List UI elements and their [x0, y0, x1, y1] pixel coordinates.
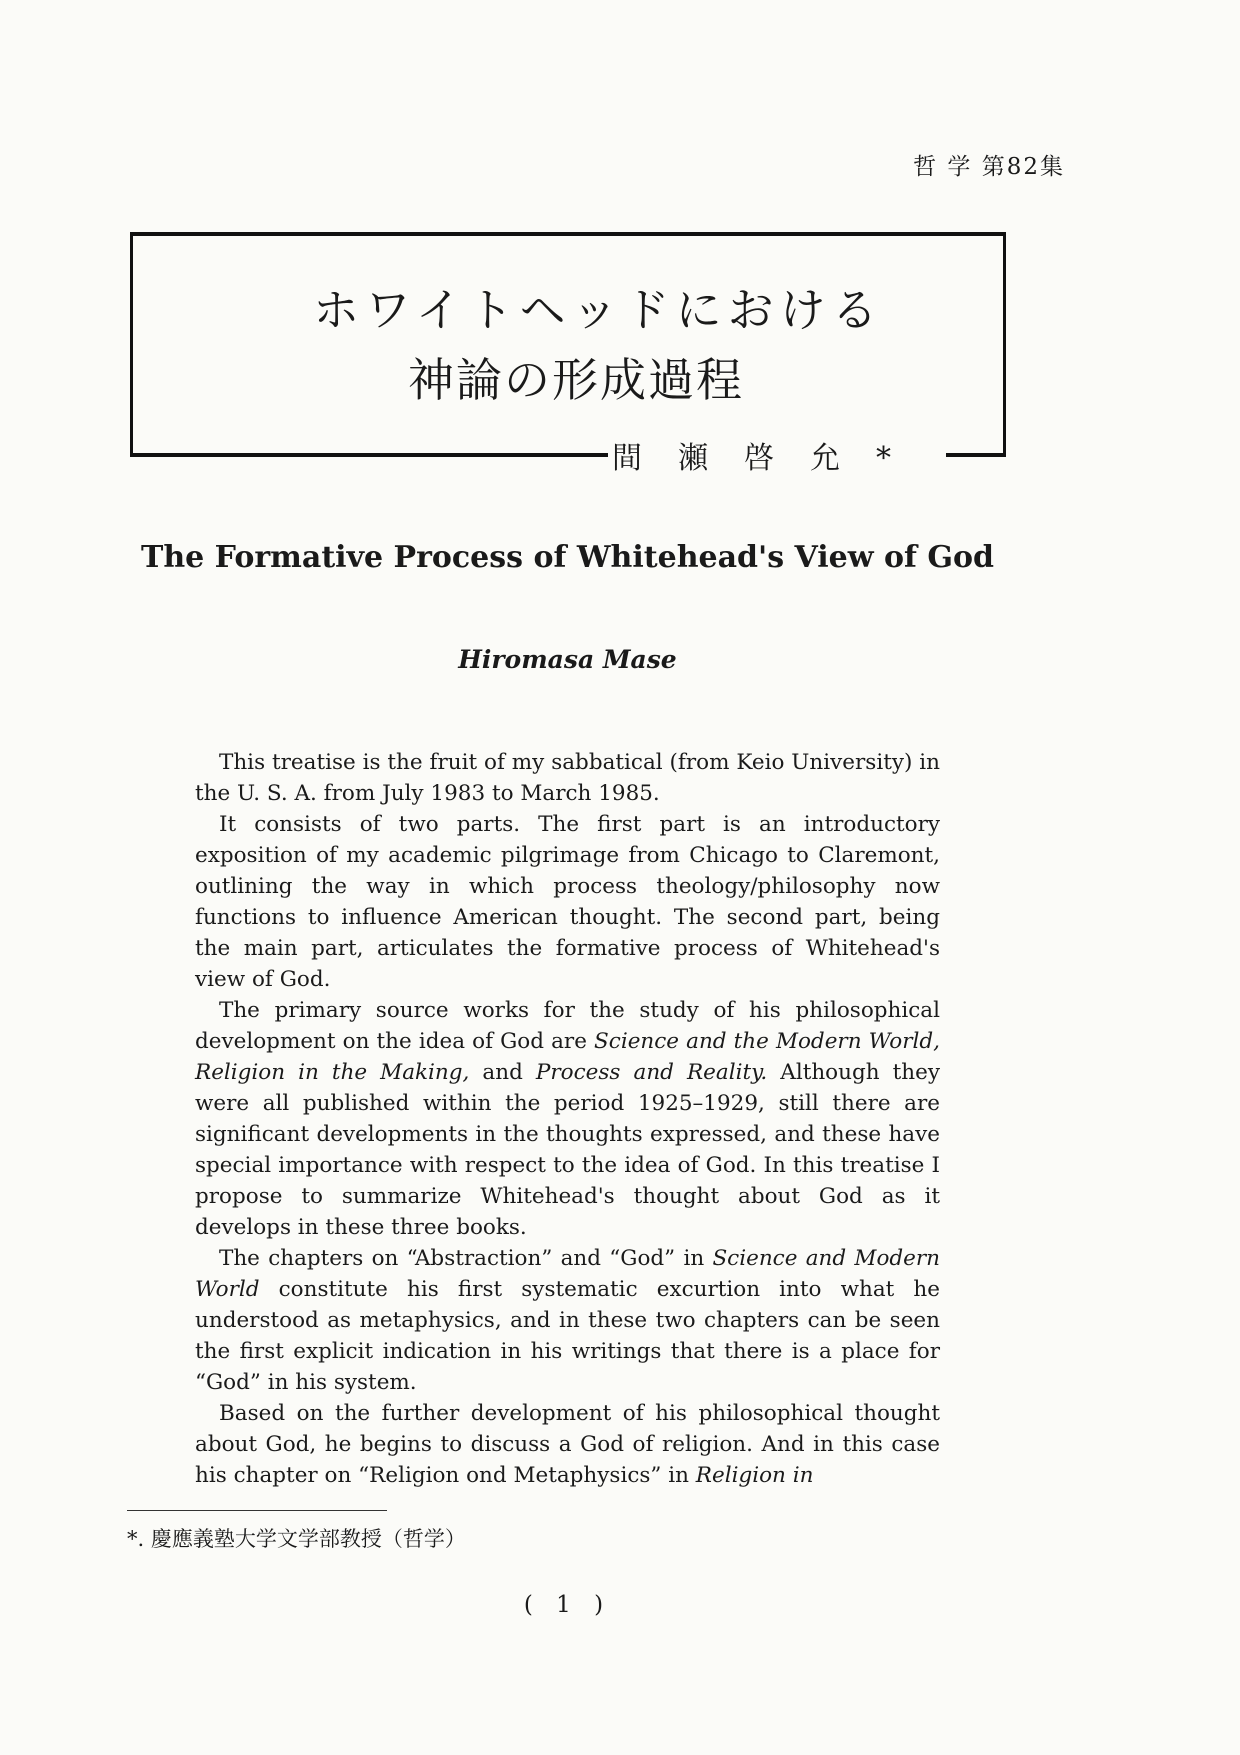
- book-titles-a: Science and the Modern World, Religion in the Making,: [195, 1029, 940, 1085]
- japanese-author: 間瀬啓允*: [612, 441, 927, 476]
- paragraph-3: [195, 995, 940, 1243]
- paragraph-3-text-e: Although they were all published within the period 1925–1929, still there are significant developments in the thoughts expressed, and these have special importance with respect to the idea of God. In this treatise I propose to summarize Whitehead's thought about God as it develops in these three books.: [195, 1060, 940, 1240]
- paragraph-1: This treatise is the fruit of my sabbatical (from Keio University) in the U. S. A. from July 1983 to March 1985.: [195, 750, 940, 806]
- paragraph-4-text-c: constitute his first systematic excurtion into what he understood as metaphysics, and in these two chapters can be seen the first explicit indication in his writings that there is a place for “God” in his system.: [195, 1277, 940, 1395]
- paragraph-4-text-a: The chapters on “Abstraction” and “God” in: [219, 1246, 713, 1271]
- journal-header: 哲 学 第82集: [913, 154, 1065, 180]
- english-title: The Formative Process of Whitehead's View of God: [141, 540, 994, 575]
- japanese-title-line2: 神論の形成過程: [408, 353, 744, 407]
- book-title-science: Science and Modern World: [195, 1246, 940, 1302]
- title-rule-right: [946, 453, 1006, 457]
- title-rule-left: [130, 453, 608, 457]
- paragraph-3-text-c: and: [469, 1060, 536, 1085]
- japanese-title-line1: ホワイトヘッドにおける: [313, 283, 884, 337]
- abstract-body: [195, 747, 940, 1491]
- title-box: [130, 232, 1006, 456]
- paragraph-5-text-a: Based on the further development of his philosophical thought about God, he begins to discuss a God of religion. And in this case his chapter on “Religion ond Metaphysics” in: [195, 1401, 940, 1488]
- book-title-process-and-reality: Process and Reality.: [535, 1060, 768, 1085]
- footnote: *. 慶應義塾大学文学部教授（哲学）: [127, 1527, 466, 1551]
- paragraph-4: [195, 1243, 940, 1398]
- paragraph-5: [195, 1398, 940, 1491]
- page-number: ( 1 ): [523, 1592, 612, 1618]
- book-title-religion: Religion in: [695, 1463, 814, 1488]
- footnote-rule: [127, 1510, 387, 1511]
- paragraph-2: It consists of two parts. The first part is an introductory exposition of my academic pilgrimage from Chicago to Claremont, outlining the way in which process theology/philosophy now functions to influence American thought. The second part, being the main part, articulates the formative process of Whitehead's view of God.: [195, 812, 940, 992]
- paragraph-3-text-a: The primary source works for the study of his philosophical development on the idea of God are: [195, 998, 940, 1054]
- english-author: Hiromasa Mase: [458, 645, 677, 674]
